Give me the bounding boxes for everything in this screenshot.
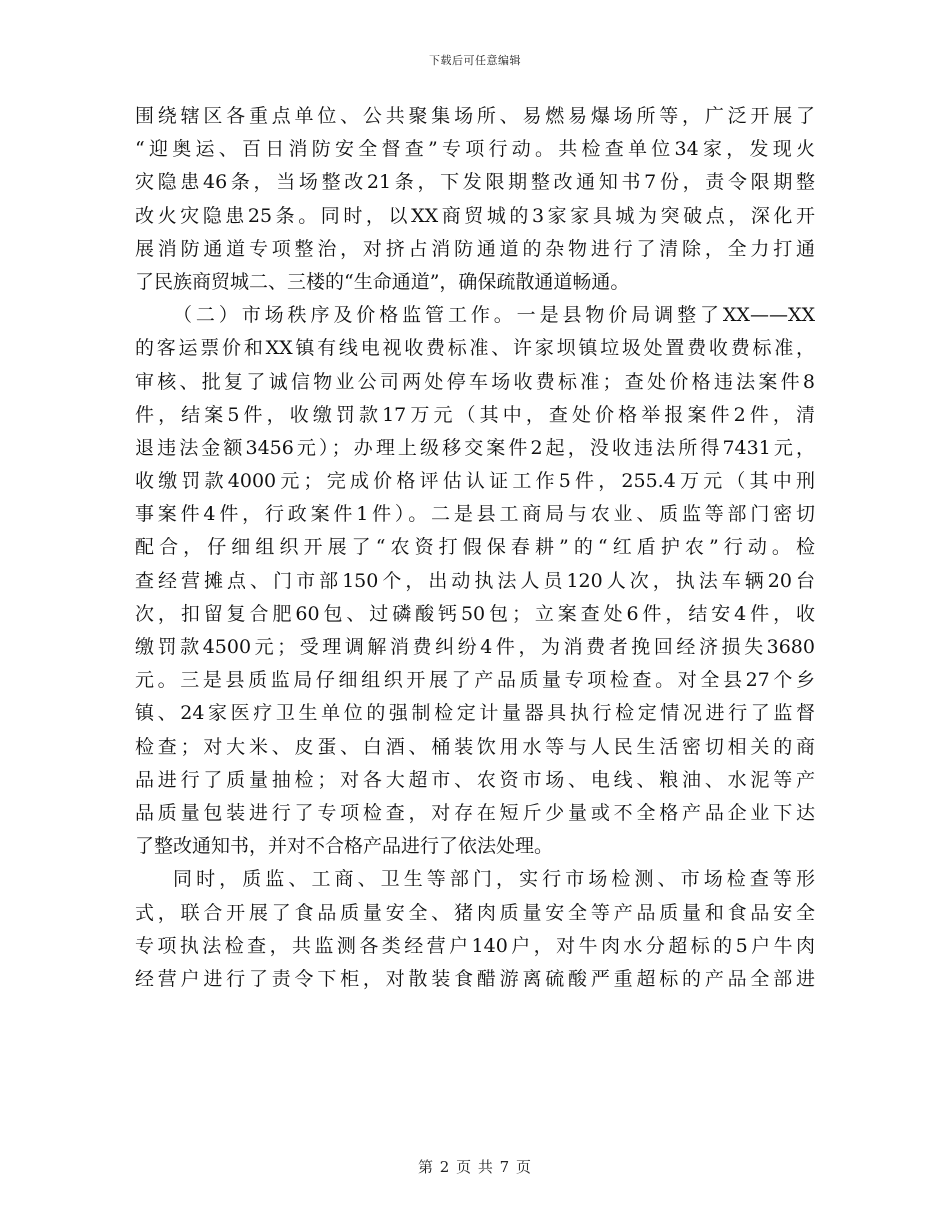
text-line: 品进行了质量抽检；对各大超市、农资市场、电线、粮油、水泥等产 (135, 768, 815, 791)
text-line: 专项执法检查，共监测各类经营户140户，对牛肉水分超标的5户牛肉 (135, 934, 815, 957)
page-number: 第 2 页 共 7 页 (418, 1158, 532, 1176)
page-header: 下载后可任意编辑 (429, 54, 521, 67)
text-line: 查经营摊点、门市部150个，出动执法人员120人次，执法车辆20台 (135, 569, 815, 592)
text-line: 的客运票价和XX镇有线电视收费标准、许家坝镇垃圾处置费收费标准， (135, 337, 815, 360)
text-line: 式，联合开展了食品质量安全、猪肉质量安全等产品质量和食品安全 (135, 901, 815, 924)
text-line: “迎奥运、百日消防安全督查”专项行动。共检查单位34家，发现火 (135, 138, 815, 161)
text-line: 了整改通知书，并对不合格产品进行了依法处理。 (135, 835, 554, 858)
text-line: 缴罚款4500元；受理调解消费纠纷4件，为消费者挽回经济损失3680 (135, 636, 815, 658)
text-line: 配合，仔细组织开展了“农资打假保春耕”的“红盾护农”行动。检 (135, 536, 815, 559)
text-line: 展消防通道专项整治，对挤占消防通道的杂物进行了清除，全力打通 (135, 237, 815, 260)
text-line: 收缴罚款4000元；完成价格评估认证工作5件，255.4万元（其中刑 (135, 470, 815, 493)
text-line: 改火灾隐患25条。同时，以XX商贸城的3家家具城为突破点，深化开 (135, 204, 815, 227)
text-line: 检查；对大米、皮蛋、白酒、桶装饮用水等与人民生活密切相关的商 (135, 735, 815, 758)
text-line: （二）市场秩序及价格监管工作。一是县物价局调整了XX——XX (173, 304, 815, 327)
text-line: 退违法金额3456元）；办理上级移交案件2起，没收违法所得7431元， (135, 436, 815, 459)
text-line: 灾隐患46条，当场整改21条，下发限期整改通知书7份，责令限期整 (135, 171, 815, 194)
text-line: 了民族商贸城二、三楼的“生命通道”，确保疏散通道畅通。 (135, 270, 630, 293)
text-line: 镇、24家医疗卫生单位的强制检定计量器具执行检定情况进行了监督 (135, 702, 815, 725)
text-line: 同时，质监、工商、卫生等部门，实行市场检测、市场检查等形 (173, 868, 815, 891)
text-line: 事案件4件，行政案件1件）。二是县工商局与农业、质监等部门密切 (135, 503, 815, 526)
text-line: 品质量包装进行了专项检查，对存在短斤少量或不全格产品企业下达 (135, 801, 815, 824)
text-line: 围绕辖区各重点单位、公共聚集场所、易燃易爆场所等，广泛开展了 (135, 105, 815, 127)
text-line: 件，结案5件，收缴罚款17万元（其中，查处价格举报案件2件，清 (135, 403, 815, 426)
document-body (135, 100, 815, 996)
text-line: 元。三是县质监局仔细组织开展了产品质量专项检查。对全县27个乡 (135, 669, 815, 692)
text-line: 次，扣留复合肥60包、过磷酸钙50包；立案查处6件，结安4件，收 (135, 602, 815, 625)
text-line: 经营户进行了责令下柜，对散装食醋游离硫酸严重超标的产品全部进 (135, 967, 815, 990)
text-line: 审核、批复了诚信物业公司两处停车场收费标准；查处价格违法案件8 (135, 370, 815, 393)
